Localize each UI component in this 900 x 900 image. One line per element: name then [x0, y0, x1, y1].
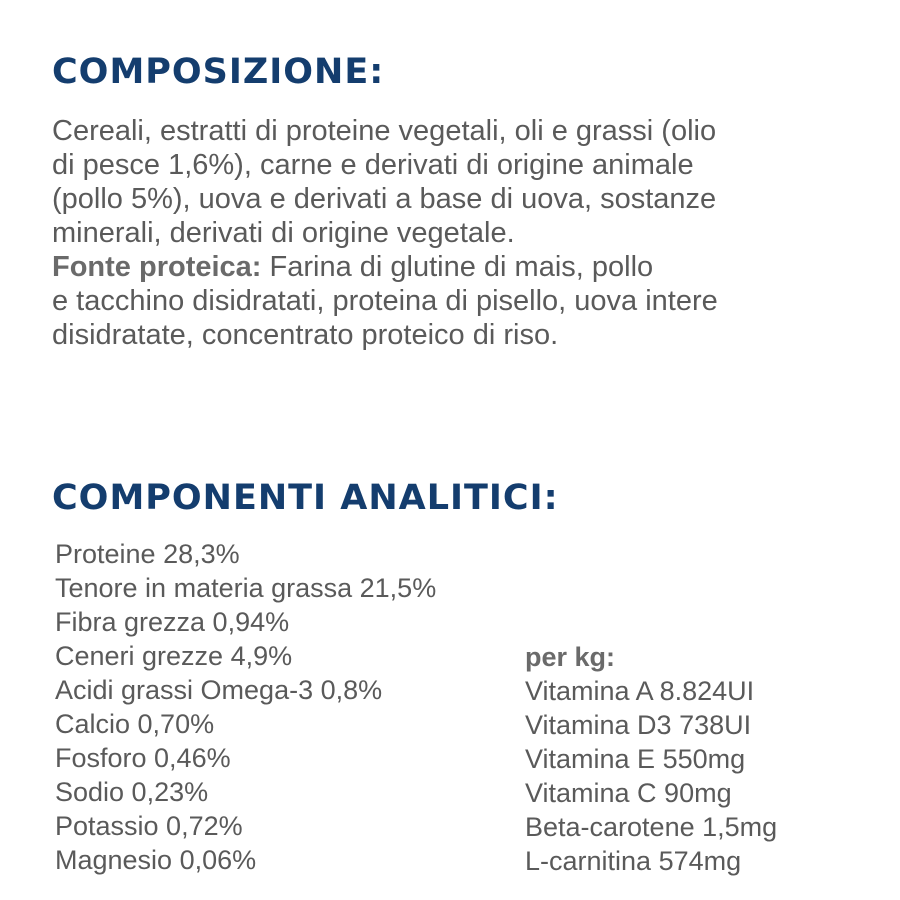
per-kg-item: Vitamina C 90mg: [525, 778, 732, 808]
analytic-item: Acidi grassi Omega-3 0,8%: [55, 675, 383, 705]
protein-source-line: e tacchino disidratati, proteina di pisello, uova intere: [52, 285, 718, 317]
analytic-item: Calcio 0,70%: [55, 709, 215, 739]
composition-line: di pesce 1,6%), carne e derivati di origine animale: [52, 149, 694, 181]
per-kg-item: Beta-carotene 1,5mg: [525, 812, 778, 842]
composition-heading: COMPOSIZIONE:: [52, 52, 385, 92]
analytic-item: Ceneri grezze 4,9%: [55, 641, 293, 671]
analytic-item: Sodio 0,23%: [55, 777, 209, 807]
composition-line: Cereali, estratti di proteine vegetali, oli e grassi (olio: [52, 115, 717, 147]
per-kg-list: [525, 674, 777, 878]
protein-source-label: Fonte proteica:: [52, 251, 262, 283]
per-kg-item: Vitamina A 8.824UI: [525, 676, 755, 706]
analytic-item: Fosforo 0,46%: [55, 743, 231, 773]
analytic-item: Fibra grezza 0,94%: [55, 607, 290, 637]
protein-source-line: [52, 250, 872, 284]
per-kg-item: Vitamina E 550mg: [525, 744, 746, 774]
composition-line: (pollo 5%), uova e derivati a base di uova, sostanze: [52, 183, 717, 215]
per-kg-item: L-carnitina 574mg: [525, 846, 742, 876]
protein-source-text: Farina di glutine di mais, pollo: [261, 251, 654, 283]
per-kg-item: Vitamina D3 738UI: [525, 710, 752, 740]
composition-line: minerali, derivati di origine vegetale.: [52, 217, 515, 249]
analytic-list: [55, 537, 436, 877]
analytics-heading: COMPONENTI ANALITICI:: [52, 478, 559, 518]
composition-text: [52, 114, 872, 352]
analytic-item: Proteine 28,3%: [55, 539, 240, 569]
per-kg-block: [525, 640, 777, 878]
protein-source-line: disidratate, concentrato proteico di riso.: [52, 319, 559, 351]
per-kg-label: per kg:: [525, 642, 616, 672]
analytic-item: Potassio 0,72%: [55, 811, 243, 841]
analytic-item: Magnesio 0,06%: [55, 845, 257, 875]
analytic-item: Tenore in materia grassa 21,5%: [55, 573, 437, 603]
